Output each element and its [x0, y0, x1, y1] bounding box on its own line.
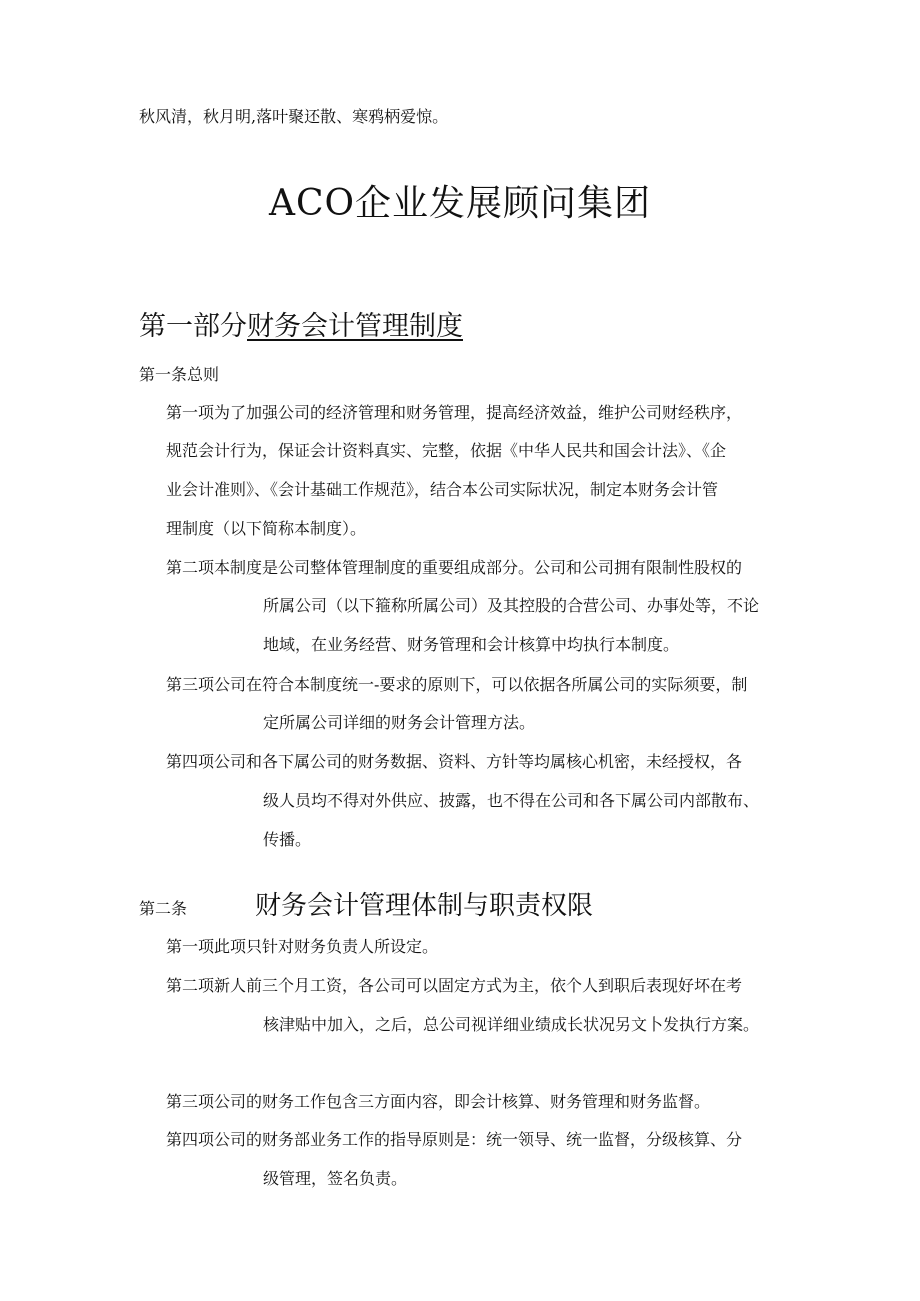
article-one-line: 业会计准则》、《会计基础工作规范》，结合本公司实际状况，制定本财务会计管 — [166, 480, 719, 499]
article-one-line: 规范会计行为，保证会计资料真实、完整，依据《中华人民共和国会计法》、《企 — [166, 441, 727, 460]
article-two-number: 第二条 — [139, 899, 188, 918]
article-two-line: 第二项新人前三个月工资，各公司可以固定方式为主，依个人到职后表现好坏在考 — [166, 976, 743, 995]
article-one-heading: 第一条总则 — [139, 365, 220, 384]
article-two-line: 核津贴中加入，之后，总公司视详细业绩成长状况另文卜发执行方案。 — [263, 1015, 760, 1034]
epigraph: 秋风清，秋月明,落叶聚还散、寒鸦柄爱惊。 — [139, 107, 449, 126]
part-one-heading — [139, 313, 463, 340]
article-one-line: 第三项公司在符合本制度统一-要求的原则下，可以依据各所属公司的实际须要，制 — [166, 675, 748, 694]
part-one-title: 财务会计管理制度 — [247, 311, 463, 342]
article-one-line: 地域，在业务经营、财务管理和会计核算中均执行本制度。 — [263, 635, 680, 654]
article-one-line: 传播。 — [263, 830, 312, 849]
article-two-line: 第三项公司的财务工作包含三方面内容，即会计核算、财务管理和财务监督。 — [166, 1092, 711, 1111]
article-one-line: 第一项为了加强公司的经济管理和财务管理，提高经济效益，维护公司财经秩序， — [166, 403, 743, 422]
document-title: ACO企业发展顾问集团 — [268, 183, 652, 224]
part-one-prefix: 第一部分 — [139, 311, 247, 342]
article-two-line: 第四项公司的财务部业务工作的指导原则是：统一领导、统一监督，分级核算、分 — [166, 1130, 743, 1149]
article-two-line: 级管理，签名负责。 — [263, 1169, 408, 1188]
article-two-title: 财务会计管理体制与职责权限 — [255, 891, 594, 921]
article-one-line: 第四项公司和各下属公司的财务数据、资料、方针等均属核心机密，未经授权，各 — [166, 752, 743, 771]
article-two-line: 第一项此项只针对财务负责人所设定。 — [166, 937, 439, 956]
article-one-line: 定所属公司详细的财务会计管理方法。 — [263, 713, 536, 732]
article-one-line: 第二项本制度是公司整体管理制度的重要组成部分。公司和公司拥有限制性股权的 — [166, 558, 743, 577]
article-one-line: 级人员均不得对外供应、披露，也不得在公司和各下属公司内部散布、 — [263, 791, 760, 810]
article-one-line: 所属公司（以下箍称所属公司）及其控股的合营公司、办事处等，不论 — [263, 596, 760, 615]
article-one-line: 理制度（以下简称本制度）。 — [166, 519, 367, 538]
